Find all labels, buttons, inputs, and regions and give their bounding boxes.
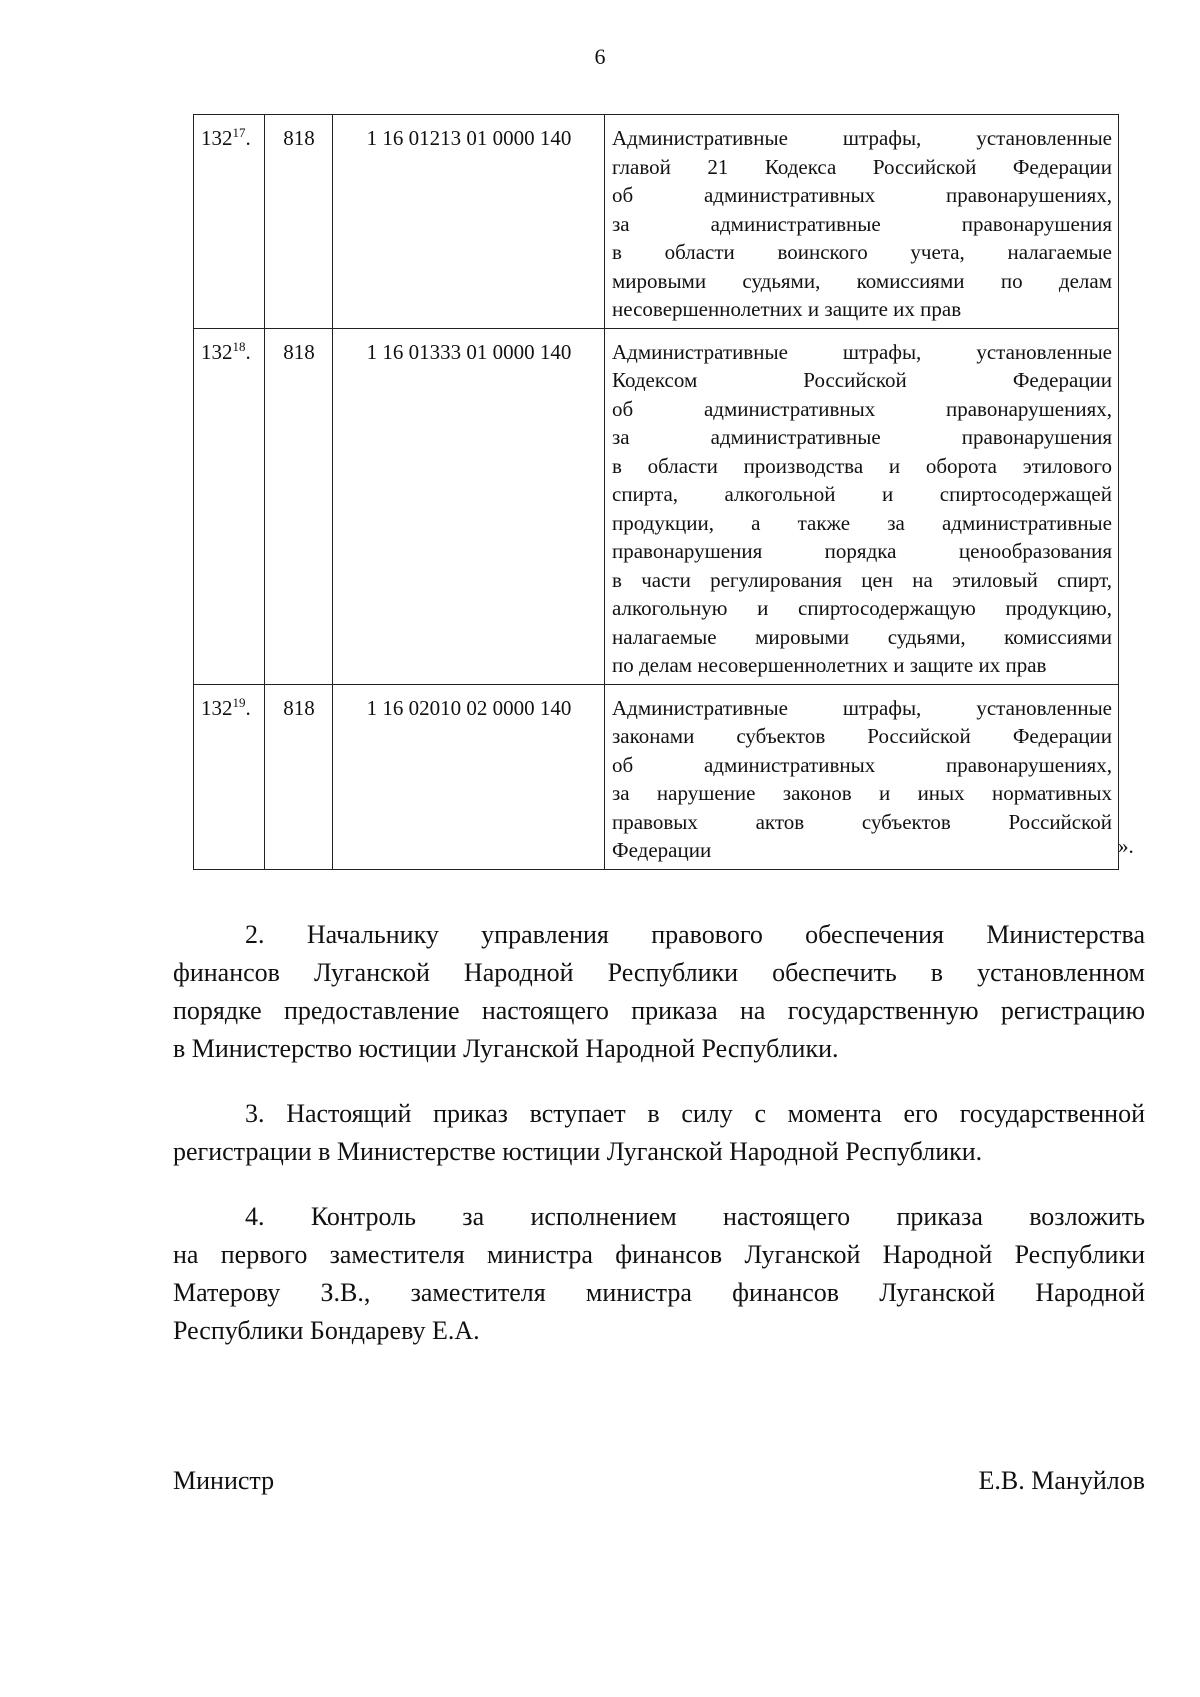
- signatory-name: Е.В. Мануйлов: [978, 1466, 1145, 1495]
- description-line: мировыми судьями, комиссиями по делам: [612, 268, 1112, 293]
- row-number-superscript: 19: [232, 694, 246, 710]
- paragraph-line: 3. Настоящий приказ вступает в силу с момента его государственной: [245, 1099, 1145, 1128]
- description-line: об административных правонарушениях,: [612, 752, 1112, 777]
- row-number-cell: [194, 328, 265, 684]
- description-line: Административные штрафы, установленные: [612, 339, 1112, 364]
- paragraph-2: [173, 916, 1145, 1068]
- row-number-superscript: 18: [232, 338, 246, 354]
- description-line: об административных правонарушениях,: [612, 396, 1112, 421]
- admin-code-cell: 818: [265, 115, 333, 329]
- paragraph-4: [173, 1198, 1145, 1350]
- description-line: в области производства и оборота этилового: [612, 453, 1112, 478]
- description-line: в части регулирования цен на этиловый спирт,: [612, 567, 1112, 592]
- page-number: 6: [594, 44, 606, 69]
- paragraph-line: финансов Луганской Народной Республики обеспечить в установленном: [173, 958, 1145, 987]
- description-line: продукции, а также за административные: [612, 510, 1112, 535]
- description-line: за административные правонарушения: [612, 211, 1112, 236]
- description-line: Административные штрафы, установленные: [612, 695, 1112, 720]
- row-number-cell: [194, 115, 265, 329]
- budget-codes-table-wrapper: [193, 114, 1119, 870]
- table-row: [194, 115, 1119, 329]
- admin-code-cell: 818: [265, 328, 333, 684]
- description-line: Федерации: [612, 838, 712, 862]
- budget-codes-table: [193, 114, 1119, 870]
- description-line: несовершеннолетних и защите их прав: [612, 297, 962, 321]
- description-line: алкогольную и спиртосодержащую продукцию,: [612, 596, 1112, 620]
- paragraph-line: регистрации в Министерстве юстиции Луганской Народной Республики.: [173, 1137, 983, 1166]
- description-cell: [605, 115, 1119, 329]
- budget-code-cell: 1 16 01213 01 0000 140: [333, 115, 605, 329]
- row-number: 132: [201, 339, 233, 364]
- row-number-cell: [194, 684, 265, 869]
- table-row: [194, 328, 1119, 684]
- table-row: [194, 684, 1119, 869]
- row-number: 132: [201, 695, 233, 720]
- budget-codes-table-body: [194, 115, 1119, 870]
- admin-code-cell: 818: [265, 684, 333, 869]
- description-cell: [605, 684, 1119, 869]
- paragraph-line: в Министерство юстиции Луганской Народной Республики.: [173, 1034, 839, 1063]
- description-line: по делам несовершеннолетних и защите их прав: [612, 653, 1047, 677]
- paragraph-3: [173, 1095, 1145, 1171]
- paragraph-line: на первого заместителя министра финансов Луганской Народной Республики: [173, 1240, 1145, 1269]
- row-number: 132: [201, 126, 233, 150]
- signatory-title: Министр: [173, 1466, 275, 1495]
- description-line: за административные правонарушения: [612, 425, 1112, 449]
- description-line: правонарушения порядка ценообразования: [612, 539, 1112, 563]
- row-number-suffix: .: [245, 695, 251, 720]
- description-line: за нарушение законов и иных нормативных: [612, 781, 1112, 805]
- description-cell: [605, 328, 1119, 684]
- description-line: спирта, алкогольной и спиртосодержащей: [612, 482, 1112, 506]
- paragraph-line: порядке предоставление настоящего приказа на государственную регистрацию: [173, 996, 1145, 1025]
- paragraph-line: Матерову З.В., заместителя министра финансов Луганской Народной: [173, 1278, 1145, 1307]
- paragraph-line: Республики Бондареву Е.А.: [173, 1316, 480, 1345]
- description-line: главой 21 Кодекса Российской Федерации: [612, 154, 1112, 179]
- description-line: правовых актов субъектов Российской: [612, 809, 1112, 834]
- description-line: Административные штрафы, установленные: [612, 126, 1112, 150]
- description-line: законами субъектов Российской Федерации: [612, 724, 1112, 748]
- budget-code-cell: 1 16 01333 01 0000 140: [333, 328, 605, 684]
- paragraph-line: 4. Контроль за исполнением настоящего приказа возложить: [245, 1202, 1145, 1231]
- description-line: налагаемые мировыми судьями, комиссиями: [612, 624, 1112, 649]
- paragraph-line: 2. Начальнику управления правового обеспечения Министерства: [245, 920, 1145, 949]
- closing-quote: ».: [1118, 834, 1134, 858]
- description-line: в области воинского учета, налагаемые: [612, 240, 1112, 264]
- row-number-suffix: .: [245, 339, 251, 364]
- row-number-suffix: .: [245, 126, 251, 150]
- budget-code-cell: 1 16 02010 02 0000 140: [333, 684, 605, 869]
- description-line: об административных правонарушениях,: [612, 183, 1112, 207]
- description-line: Кодексом Российской Федерации: [612, 368, 1112, 392]
- row-number-superscript: 17: [232, 125, 246, 140]
